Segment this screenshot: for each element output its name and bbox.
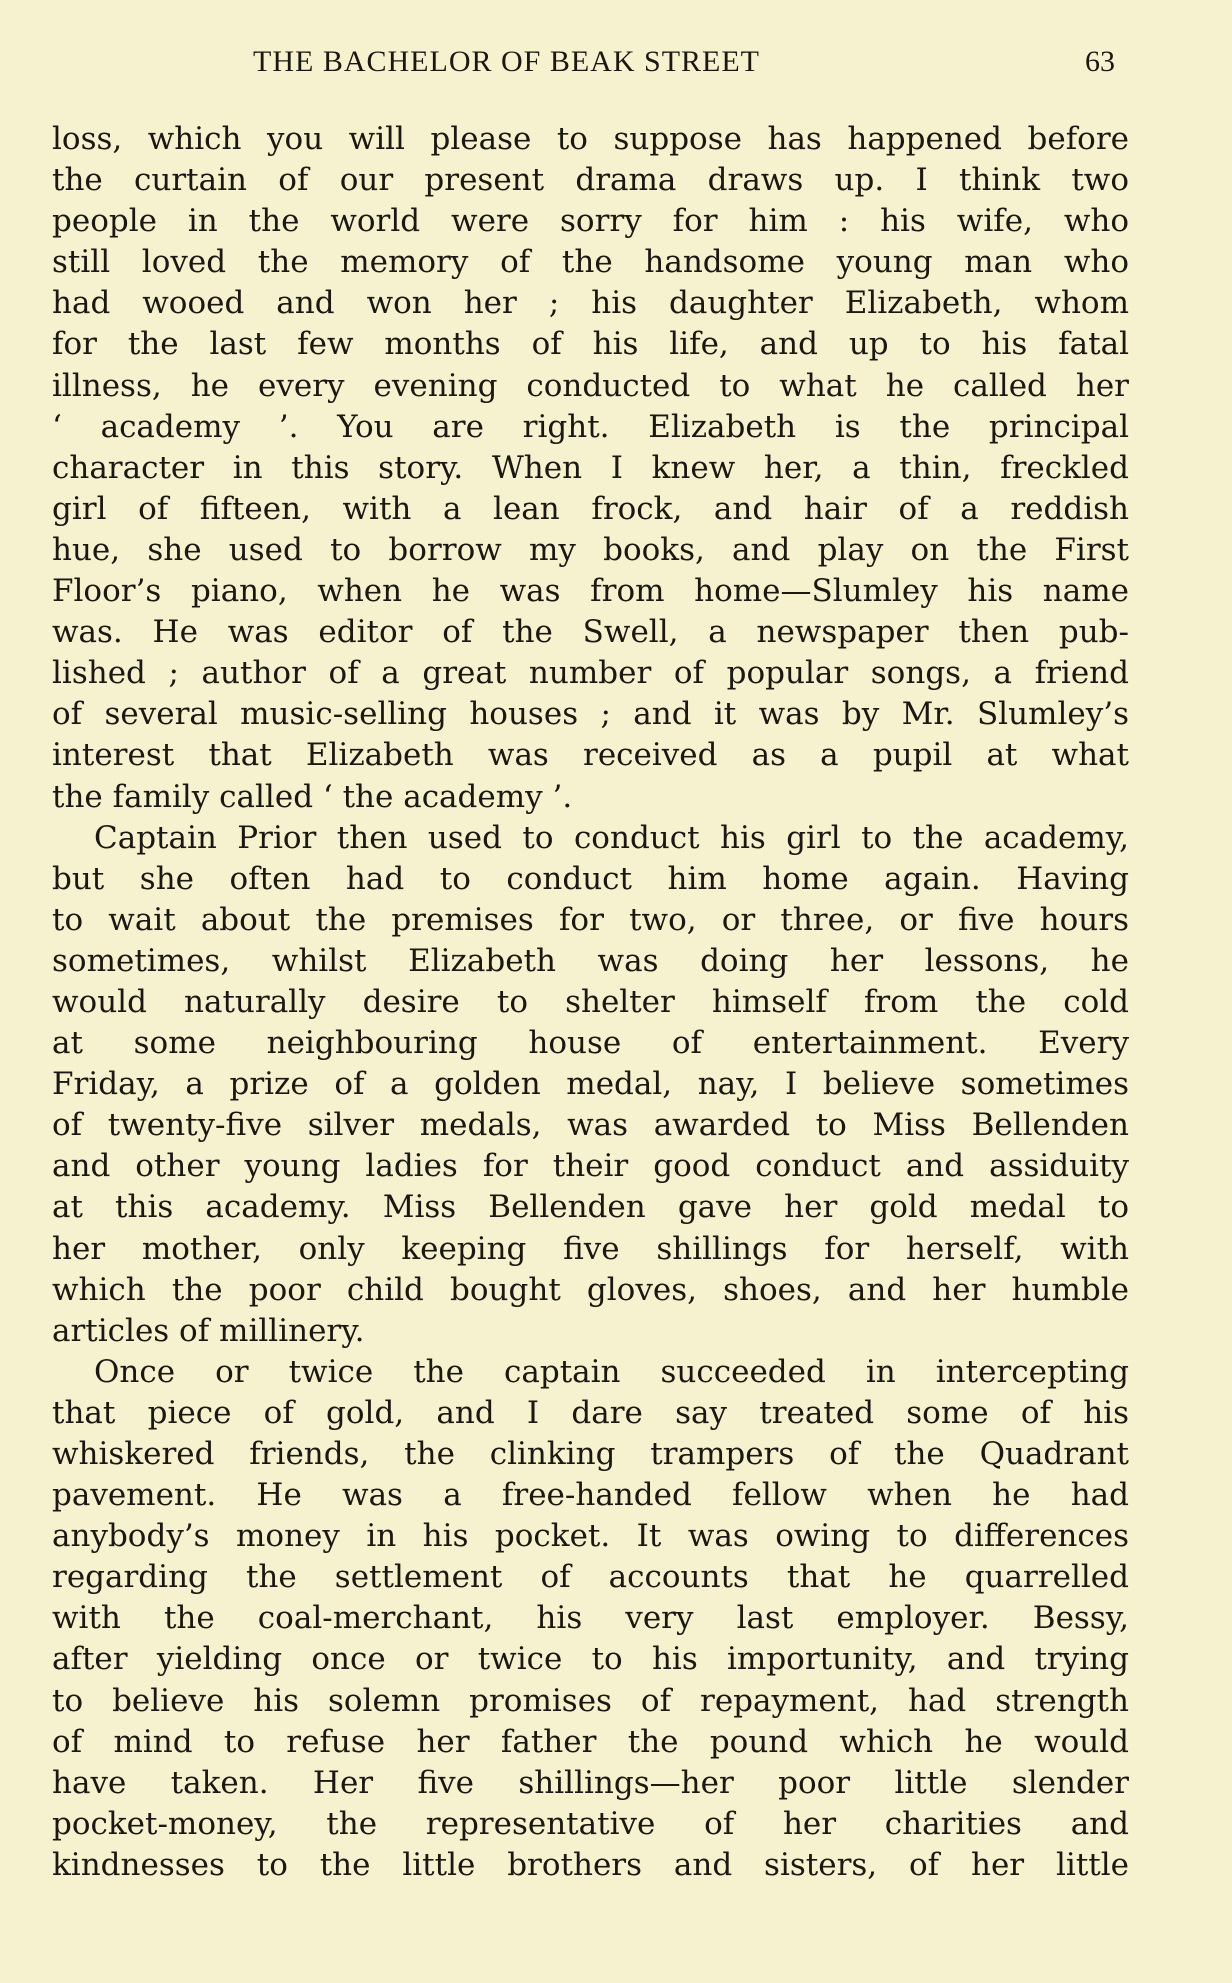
text-line: at some neighbouring house of entertainment. Every	[52, 1025, 1129, 1062]
text-line: which the poor child bought gloves, shoes, and her humble	[52, 1271, 1129, 1308]
text-line: the family called ‘ the academy ’.	[52, 778, 573, 815]
text-line: of mind to refuse her father the pound which he would	[52, 1723, 1129, 1760]
text-line: with the coal-merchant, his very last employer. Bessy,	[52, 1600, 1129, 1637]
text-line: had wooed and won her ; his daughter Elizabeth, whom	[52, 285, 1129, 322]
running-title: THE BACHELOR OF BEAK STREET	[253, 45, 760, 78]
text-line: have taken. Her five shillings—her poor little slender	[52, 1764, 1129, 1801]
text-line: sometimes, whilst Elizabeth was doing her lessons, he	[52, 942, 1129, 979]
text-line: pocket-money, the representative of her charities and	[52, 1805, 1129, 1842]
text-line: but she often had to conduct him home again. Having	[52, 860, 1129, 897]
text-line: of twenty-five silver medals, was awarded to Miss Bellenden	[52, 1107, 1129, 1144]
body-text	[52, 119, 1129, 1886]
text-line: regarding the settlement of accounts that he quarrelled	[52, 1559, 1129, 1596]
text-line: whiskered friends, the clinking trampers of the Quadrant	[52, 1436, 1129, 1472]
text-line: that piece of gold, and I dare say treated some of his	[52, 1394, 1129, 1431]
text-line: ‘ academy ’. You are right. Elizabeth is the principal	[52, 408, 1129, 445]
text-line: lished ; author of a great number of popular songs, a friend	[52, 655, 1129, 692]
text-line: was. He was editor of the Swell, a newspaper then pub-	[52, 614, 1129, 651]
text-line: hue, she used to borrow my books, and play on the First	[52, 531, 1129, 568]
page-number: 63	[1085, 45, 1115, 78]
text-line: her mother, only keeping five shillings for herself, with	[52, 1230, 1129, 1267]
text-line: Floor’s piano, when he was from home—Slumley his name	[52, 573, 1129, 610]
text-line: loss, which you will please to suppose has happened before	[52, 121, 1129, 157]
page-header	[0, 42, 1232, 82]
text-line: girl of fifteen, with a lean frock, and hair of a reddish	[52, 490, 1129, 527]
text-line: illness, he every evening conducted to what he called her	[52, 367, 1129, 404]
text-line: for the last few months of his life, and up to his fatal	[52, 326, 1129, 363]
text-line: people in the world were sorry for him : his wife, who	[52, 203, 1129, 240]
text-line: Once or twice the captain succeeded in intercepting	[94, 1353, 1129, 1390]
text-line: anybody’s money in his pocket. It was owing to differences	[52, 1518, 1129, 1555]
text-line: Friday, a prize of a golden medal, nay, I believe sometimes	[52, 1066, 1129, 1103]
text-line: would naturally desire to shelter himself from the cold	[52, 983, 1129, 1020]
text-line: after yielding once or twice to his importunity, and trying	[52, 1641, 1129, 1678]
text-line: of several music-selling houses ; and it was by Mr. Slumley’s	[52, 696, 1129, 733]
text-line: to wait about the premises for two, or three, or five hours	[52, 901, 1129, 938]
text-line: pavement. He was a free-handed fellow when he had	[52, 1477, 1129, 1514]
text-line: articles of millinery.	[52, 1312, 365, 1349]
text-line: at this academy. Miss Bellenden gave her gold medal to	[52, 1189, 1129, 1226]
text-line: still loved the memory of the handsome young man who	[52, 244, 1129, 281]
text-line: and other young ladies for their good conduct and assiduity	[52, 1148, 1129, 1185]
text-line: the curtain of our present drama draws up. I think two	[52, 162, 1129, 199]
text-line: to believe his solemn promises of repayment, had strength	[52, 1682, 1129, 1719]
text-line: character in this story. When I knew her, a thin, freckled	[52, 449, 1129, 486]
text-line: interest that Elizabeth was received as a pupil at what	[52, 737, 1129, 774]
text-line: Captain Prior then used to conduct his girl to the academy,	[94, 819, 1129, 856]
text-line: kindnesses to the little brothers and sisters, of her little	[52, 1846, 1129, 1883]
